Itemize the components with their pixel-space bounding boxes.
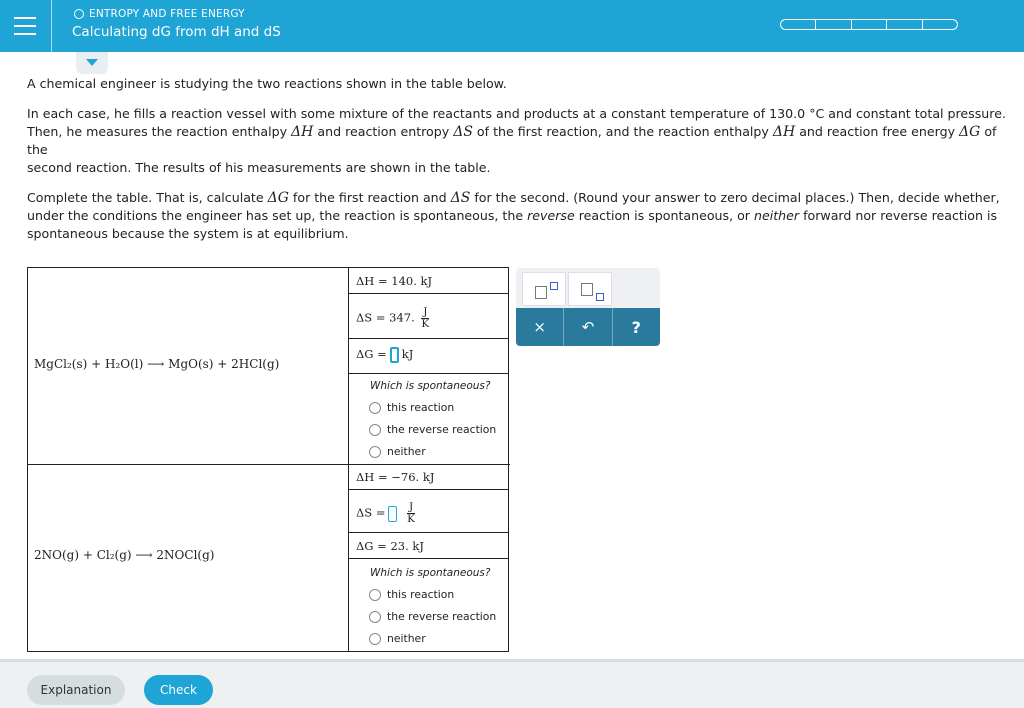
reaction-1-equation: MgCl₂(s) + H₂O(l) ⟶ MgO(s) + 2HCl(g): [34, 357, 280, 371]
top-bar: [0, 0, 1024, 52]
collapse-toggle[interactable]: [76, 52, 108, 74]
reaction-1-dG-input[interactable]: [390, 347, 399, 363]
undo-button[interactable]: ↶: [564, 308, 612, 346]
reaction-2-dS-row: ΔS = $\frac{J}{K}$: [349, 490, 509, 533]
problem-text: [27, 75, 1017, 255]
reaction-2-option-neither[interactable]: neither: [369, 632, 426, 645]
reaction-2-option-this[interactable]: this reaction: [369, 588, 454, 601]
help-button[interactable]: ?: [631, 317, 641, 337]
reaction-2-cell: [28, 464, 349, 652]
reaction-1-option-this[interactable]: this reaction: [369, 401, 454, 414]
reaction-2-option-reverse[interactable]: the reverse reaction: [369, 610, 496, 623]
reaction-table: [27, 267, 509, 652]
radio-icon[interactable]: [369, 446, 381, 458]
reaction-1-cell: [28, 268, 349, 464]
reaction-2-equation: 2NO(g) + Cl₂(g) ⟶ 2NOCl(g): [34, 548, 215, 562]
superscript-icon: [535, 286, 547, 299]
reaction-2-dG-row: ΔG = 23. kJ: [349, 533, 509, 559]
check-button[interactable]: Check: [144, 675, 213, 705]
reaction-1-dH-row: ΔH = 140. kJ: [349, 268, 509, 294]
clear-button[interactable]: ×: [516, 308, 564, 346]
reaction-1-option-reverse[interactable]: the reverse reaction: [369, 423, 496, 436]
radio-icon[interactable]: [369, 424, 381, 436]
explanation-button[interactable]: Explanation: [27, 675, 125, 705]
reaction-1-dG-row: ΔG = kJ: [349, 339, 509, 374]
superscript-button[interactable]: [522, 272, 566, 306]
radio-icon[interactable]: [369, 589, 381, 601]
topic-label: ENTROPY AND FREE ENERGY: [74, 8, 245, 20]
reaction-2-dS-input[interactable]: [388, 506, 397, 522]
topic-ring-icon: [74, 9, 84, 19]
chevron-down-icon: [86, 59, 98, 66]
instructions-text: Complete the table. That is, calculate ΔG for the first reaction and ΔS for the second. (Round your answer to zero decimal places.) Then, decide whether, under the conditions the engineer has set up, the reaction is spontaneous, the reverse reaction is spontaneous, or neither forward nor reverse reaction is spontaneous because the system is at equilibrium.: [27, 190, 1000, 241]
radio-icon[interactable]: [369, 402, 381, 414]
reaction-1-dS-row: ΔS = 347. $\frac{J}{K}$: [349, 294, 509, 339]
footer-bar: [0, 659, 1024, 708]
intro-text: A chemical engineer is studying the two reactions shown in the table below.: [27, 76, 507, 91]
reaction-2-dH-row: ΔH = −76. kJ: [349, 464, 509, 490]
progress-bar: [780, 19, 958, 30]
menu-icon[interactable]: [0, 0, 52, 52]
radio-icon[interactable]: [369, 633, 381, 645]
subscript-button[interactable]: [568, 272, 612, 306]
math-toolbox: [516, 268, 660, 346]
reaction-2-question: Which is spontaneous?: [370, 567, 491, 579]
radio-icon[interactable]: [369, 611, 381, 623]
subscript-icon: [581, 283, 593, 296]
reaction-1-question: Which is spontaneous?: [370, 380, 491, 392]
conditions-text: In each case, he fills a reaction vessel with some mixture of the reactants and products at a constant temperature of 130.0 °C and constant total pressure. Then, he measures the reaction enthalpy ΔH and reaction entropy ΔS of the first reaction, and the reaction enthalpy ΔH and reaction free energy ΔG of the second reaction. The results of his measurements are shown in the table.: [27, 106, 1006, 175]
reaction-1-option-neither[interactable]: neither: [369, 445, 426, 458]
page-title: Calculating dG from dH and dS: [72, 24, 281, 40]
